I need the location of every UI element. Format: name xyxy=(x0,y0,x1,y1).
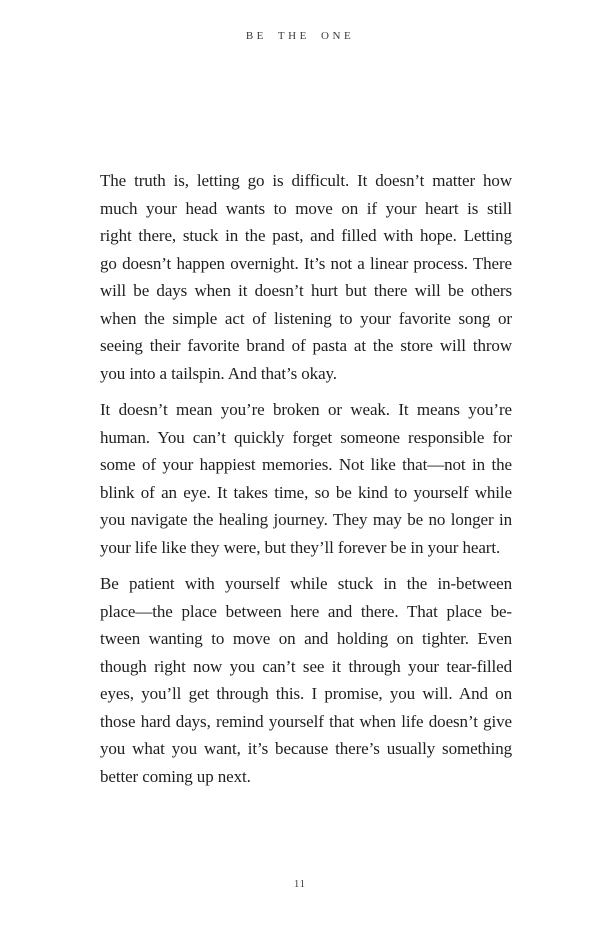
body-line: human. You can’t quickly forget someone responsible for xyxy=(100,427,512,447)
body-line: when the simple act of listening to your favorite song or xyxy=(100,308,512,328)
body-line: your life like they were, but they’ll forever be in your heart. xyxy=(100,537,501,557)
body-line: will be days when it doesn’t hurt but there will be others xyxy=(100,281,512,300)
body-line: you what you want, it’s because there’s usually something xyxy=(100,739,512,758)
body-line: It doesn’t mean you’re broken or weak. It means you’re xyxy=(100,400,512,419)
body-line: blink of an eye. It takes time, so be kind to yourself while xyxy=(100,482,512,502)
body-line: Be patient with yourself while stuck in the in-between xyxy=(100,574,512,593)
body-line: go doesn’t happen overnight. It’s not a linear process. There xyxy=(100,253,512,273)
body-line: you navigate the healing journey. They may be no longer in xyxy=(100,510,512,529)
body-line: seeing their favorite brand of pasta at the store will throw xyxy=(100,336,512,355)
body-line: The truth is, letting go is difficult. It doesn’t matter how xyxy=(100,171,512,190)
paragraph xyxy=(100,396,512,561)
paragraph xyxy=(100,167,512,387)
body-line: tween wanting to move on and holding on tighter. Even xyxy=(100,629,512,648)
paragraph xyxy=(100,570,512,790)
body-line: you into a tailspin. And that’s okay. xyxy=(100,363,337,383)
body-line: though right now you can’t see it through your tear-filled xyxy=(100,656,512,676)
body-line: right there, stuck in the past, and filled with hope. Letting xyxy=(100,226,512,245)
body-line: those hard days, remind yourself that when life doesn’t give xyxy=(100,711,512,731)
body-line: some of your happiest memories. Not like that—not in the xyxy=(100,455,512,474)
page-body xyxy=(100,167,512,799)
body-line: place—the place between here and there. That place be- xyxy=(100,601,512,621)
body-line: better coming up next. xyxy=(100,766,251,786)
page-number: 11 xyxy=(293,879,307,890)
body-line: much your head wants to move on if your heart is still xyxy=(100,198,512,218)
running-head: BE THE ONE xyxy=(245,30,355,42)
body-line: eyes, you’ll get through this. I promise, you will. And on xyxy=(100,684,512,703)
